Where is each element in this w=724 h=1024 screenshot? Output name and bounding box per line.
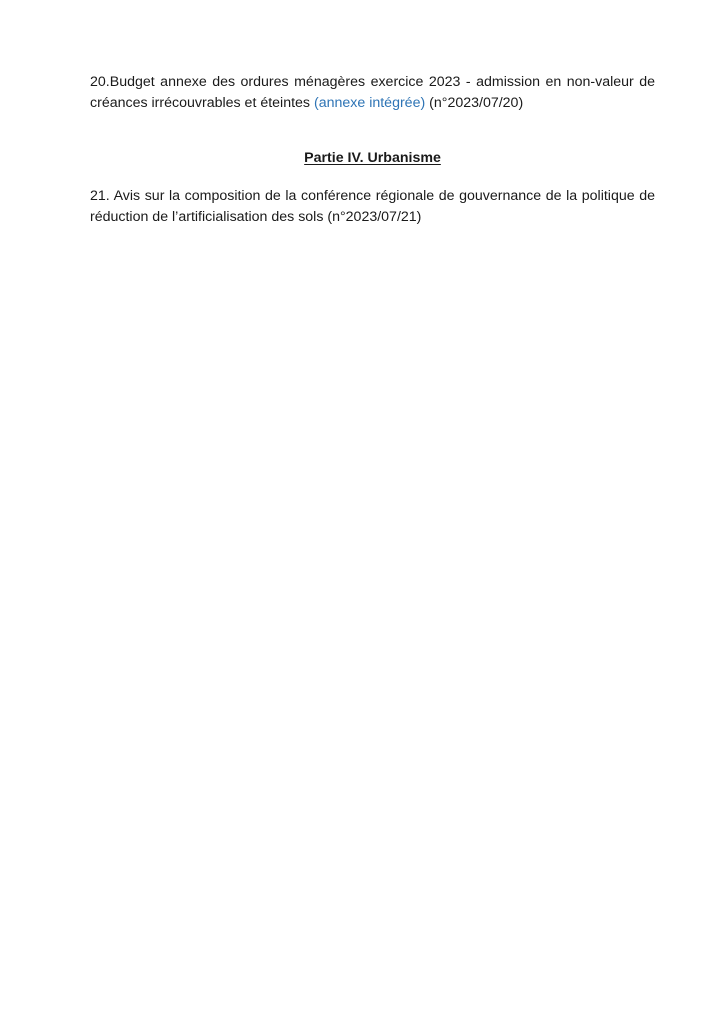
agenda-item-text: Avis sur la composition de la conférence régionale de gouvernance de la politique de réduction de l’artificialisation des sols: [90, 188, 655, 225]
agenda-item-number: 20.: [90, 74, 110, 90]
agenda-item-ref: (n°2023/07/20): [429, 95, 524, 111]
section-title: Partie IV. Urbanisme: [304, 150, 441, 166]
agenda-item-20: [90, 72, 655, 114]
agenda-item-text: Budget annexe des ordures ménagères exercice 2023 - admission en non-valeur de créances irrécouvrables et éteintes: [90, 74, 655, 111]
agenda-item-21: [90, 186, 655, 228]
agenda-item-number: 21.: [90, 188, 110, 204]
annex-link[interactable]: (annexe intégrée): [313, 95, 426, 111]
section-heading: [90, 148, 655, 169]
agenda-item-ref: (n°2023/07/21): [327, 209, 422, 225]
